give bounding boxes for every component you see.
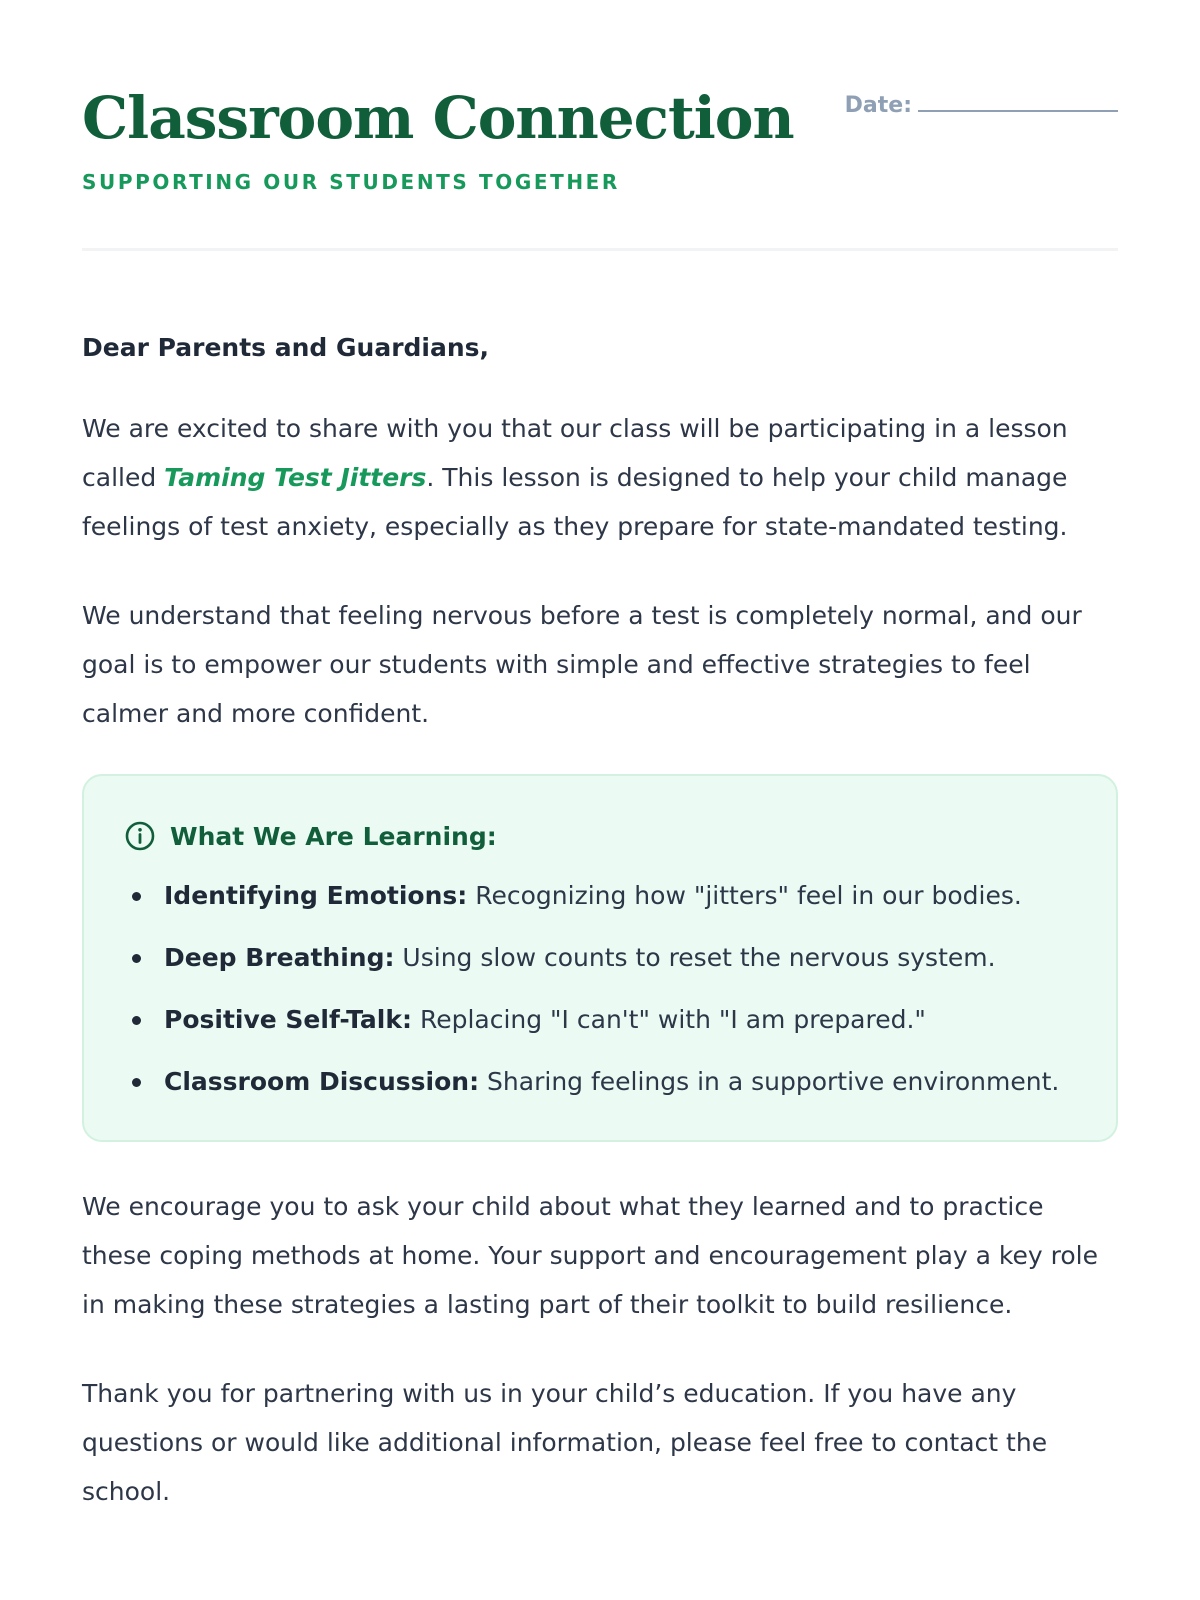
bullet-dot <box>132 892 141 901</box>
intro-text-after: . This lesson is designed to help your child manage feelings of test anxiety, especially as they prepare for state-mandated testing. <box>82 463 1068 541</box>
page-title: Classroom Connection <box>82 84 794 152</box>
list-item <box>124 1064 1076 1100</box>
list-item-text: Replacing "I can't" with "I am prepared." <box>412 1005 926 1034</box>
list-item-text: Sharing feelings in a supportive environment. <box>479 1067 1060 1096</box>
learning-callout <box>82 774 1118 1142</box>
list-item-label: Identifying Emotions: <box>164 881 468 910</box>
callout-heading <box>124 820 1076 852</box>
thank-you-paragraph: Thank you for partnering with us in your child’s education. If you have any questions or would like additional information, please feel free to contact the school. <box>82 1379 1048 1506</box>
letter-greeting: Dear Parents and Guardians, <box>82 333 490 362</box>
intro-text-before: We are excited to share with you that our class will be participating in a lesson called <box>82 414 1068 492</box>
bullet-dot <box>132 1016 141 1025</box>
date-label: Date: <box>844 93 912 118</box>
callout-title: What We Are Learning: <box>170 821 497 851</box>
letter-header <box>82 80 1118 251</box>
intro-paragraph <box>82 404 1118 551</box>
list-item <box>124 1002 1076 1038</box>
list-item-label: Deep Breathing: <box>164 943 395 972</box>
list-item-label: Classroom Discussion: <box>164 1067 480 1096</box>
info-circle-icon <box>124 820 156 852</box>
list-item <box>124 878 1076 914</box>
bullet-dot <box>132 1078 141 1087</box>
goal-paragraph: We understand that feeling nervous before a test is completely normal, and our goal is to empower our students with simple and effective strategies to feel calmer and more confident. <box>82 601 1082 728</box>
learning-list <box>124 878 1076 1100</box>
list-item-text: Recognizing how "jitters" feel in our bodies. <box>467 881 1022 910</box>
lesson-name: Taming Test Jitters <box>164 463 427 492</box>
list-item-label: Positive Self-Talk: <box>164 1005 412 1034</box>
list-item-text: Using slow counts to reset the nervous system. <box>394 943 996 972</box>
date-field <box>845 90 1118 118</box>
bullet-dot <box>132 954 141 963</box>
list-item <box>124 940 1076 976</box>
encouragement-paragraph: We encourage you to ask your child about what they learned and to practice these coping methods at home. Your support and encouragement play a key role in making these strategies a lasting part of their toolkit to build resilience. <box>82 1192 1098 1319</box>
date-blank-line <box>918 90 1118 112</box>
page-subtitle: SUPPORTING OUR STUDENTS TOGETHER <box>82 170 620 194</box>
